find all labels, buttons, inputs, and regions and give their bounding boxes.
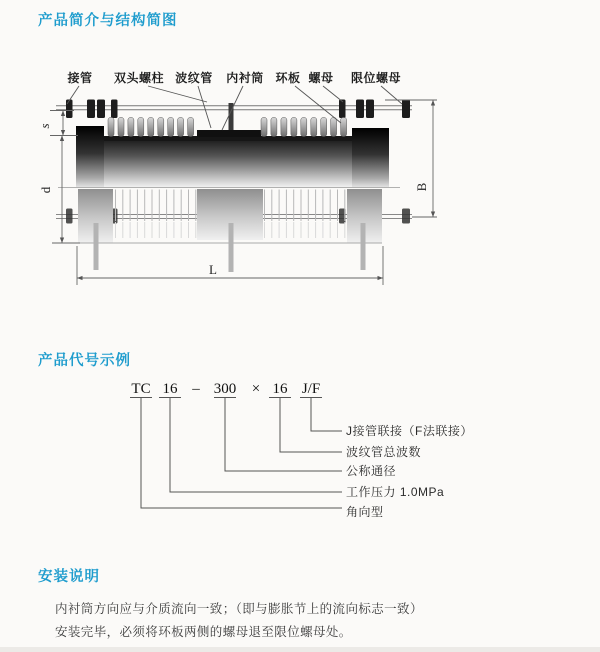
code-token-type: TC (131, 381, 151, 397)
code-connector-lines (130, 398, 342, 509)
label-pipe-stub: 接管 (67, 71, 93, 85)
label-limit-nut: 限位螺母 (350, 71, 402, 85)
code-token-pressure: 16 (162, 381, 178, 397)
dim-label-s: s (37, 123, 52, 129)
section-title-intro: 产品简介与结构简图 (38, 13, 178, 29)
legend-diameter: 公称通径 (346, 464, 397, 478)
legend-connection: J接管联接（F法联接） (346, 424, 473, 438)
dimension-B (385, 100, 437, 217)
install-note-line-1: 内衬筒方向应与介质流向一致；（即与膨胀节上的流向标志一致） (55, 602, 423, 616)
install-note-line-2: 安装完毕，必须将环板两侧的螺母退至限位螺母处。 (55, 625, 352, 639)
bellows-body-lower (78, 189, 382, 272)
dim-label-d: d (38, 186, 53, 194)
shell-upper (104, 136, 352, 187)
code-token-waves: 16 (272, 381, 288, 397)
ring-plate-left (94, 223, 99, 270)
inner-liner-collar (197, 130, 261, 137)
pipe-end-right (352, 128, 389, 187)
legend-pressure: 工作压力 1.0MPa (346, 485, 445, 499)
code-tokens (131, 381, 320, 397)
label-bellows: 波纹管 (175, 71, 213, 85)
dim-label-L: L (209, 262, 217, 277)
code-token-connection: J/F (301, 381, 321, 397)
part-labels (66, 70, 401, 85)
page-edge (0, 647, 600, 652)
legend-type: 角向型 (346, 505, 384, 519)
pipe-end-left (76, 126, 104, 187)
label-ring-plate: 环板 (275, 71, 301, 85)
section-title-code: 产品代号示例 (38, 353, 131, 369)
code-token-times: × (251, 381, 261, 397)
code-token-diameter: 300 (213, 381, 237, 397)
label-nut: 螺母 (308, 71, 334, 85)
dim-label-B: B (414, 182, 429, 192)
ring-plate-right (361, 223, 366, 270)
legend-waves: 波纹管总波数 (346, 445, 422, 459)
section-title-install: 安装说明 (38, 569, 100, 585)
dimension-d (38, 136, 80, 244)
expansion-joint-diagram (37, 70, 437, 285)
code-token-dash: – (192, 381, 200, 397)
ring-plate-center (229, 223, 234, 272)
product-code-example (130, 381, 473, 519)
code-legend (346, 423, 473, 519)
label-stud: 双头螺柱 (113, 71, 165, 85)
label-inner-liner: 内衬筒 (226, 71, 264, 85)
